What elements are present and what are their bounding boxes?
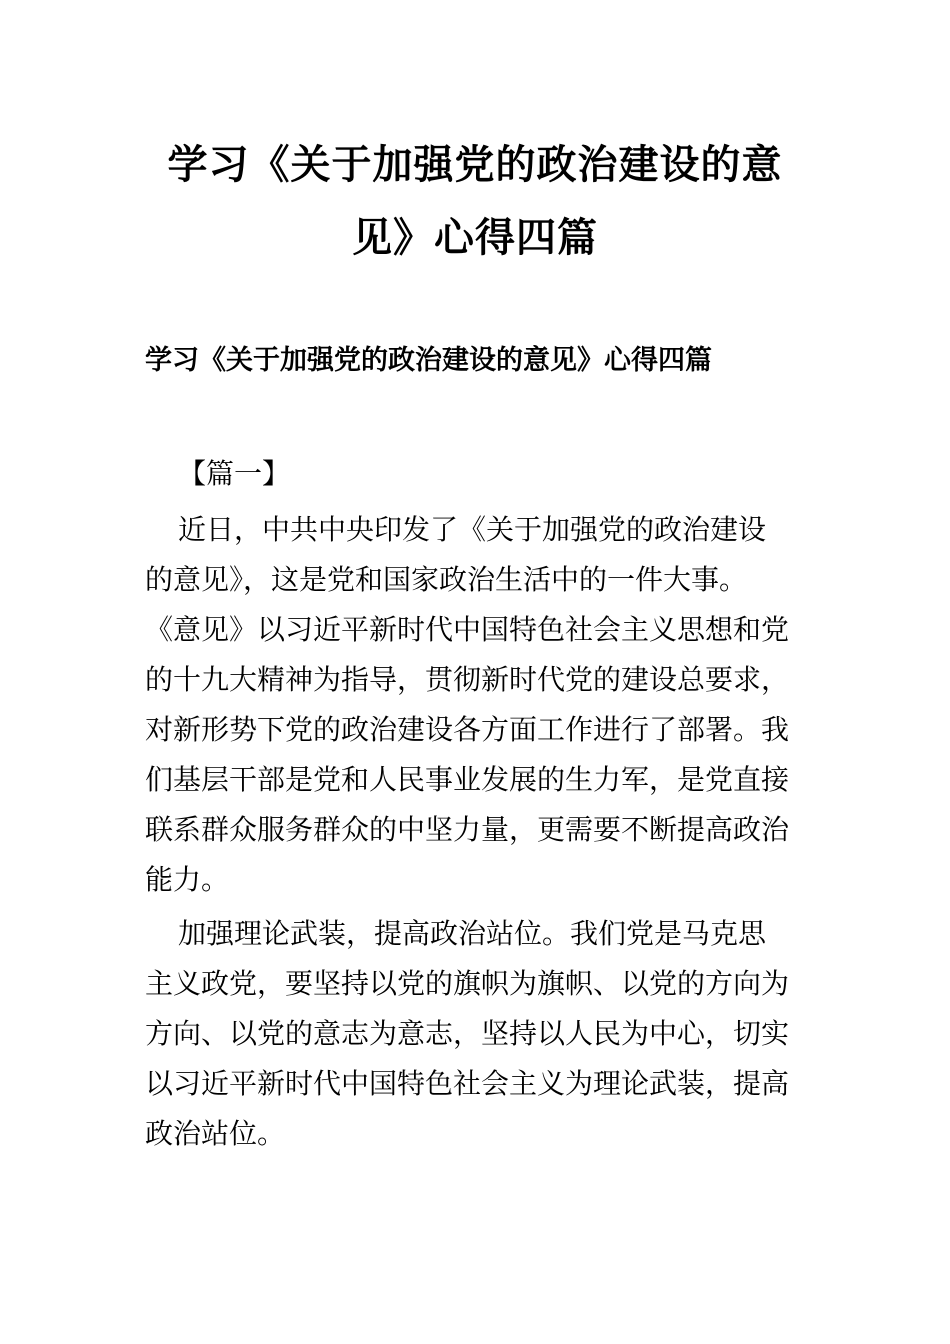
paragraph-line: 《意见》以习近平新时代中国特色社会主义思想和党 (145, 613, 790, 646)
paragraph-line: 的意见》，这是党和国家政治生活中的一件大事。 (145, 563, 748, 596)
document-title-line-1: 学习《关于加强党的政治建设的意 (167, 142, 783, 188)
paragraph-1 (145, 505, 810, 905)
paragraph-line: 方向、以党的意志为意志，坚持以人民为中心，切实 (145, 1017, 790, 1050)
document-title-line-2: 见》心得四篇 (352, 215, 598, 261)
paragraph-line: 以习近平新时代中国特色社会主义为理论武装，提高 (145, 1067, 790, 1100)
paragraph-2 (145, 909, 810, 1159)
paragraph-line: 主义政党，要坚持以党的旗帜为旗帜、以党的方向为 (145, 967, 790, 1000)
paragraph-line: 们基层干部是党和人民事业发展的生力军，是党直接 (145, 763, 790, 796)
section-label: 【篇一】 (178, 457, 291, 490)
paragraph-line: 近日，中共中央印发了《关于加强党的政治建设 (178, 513, 767, 546)
paragraph-line: 政治站位。 (145, 1117, 286, 1150)
paragraph-line: 加强理论武装，提高政治站位。我们党是马克思 (178, 917, 767, 950)
paragraph-line: 能力。 (145, 863, 230, 896)
paragraph-line: 的十九大精神为指导，贯彻新时代党的建设总要求， (145, 663, 790, 696)
paragraph-line: 对新形势下党的政治建设各方面工作进行了部署。我 (145, 713, 790, 746)
document-subtitle: 学习《关于加强党的政治建设的意见》心得四篇 (145, 345, 712, 376)
paragraph-line: 联系群众服务群众的中坚力量，更需要不断提高政治 (145, 813, 790, 846)
